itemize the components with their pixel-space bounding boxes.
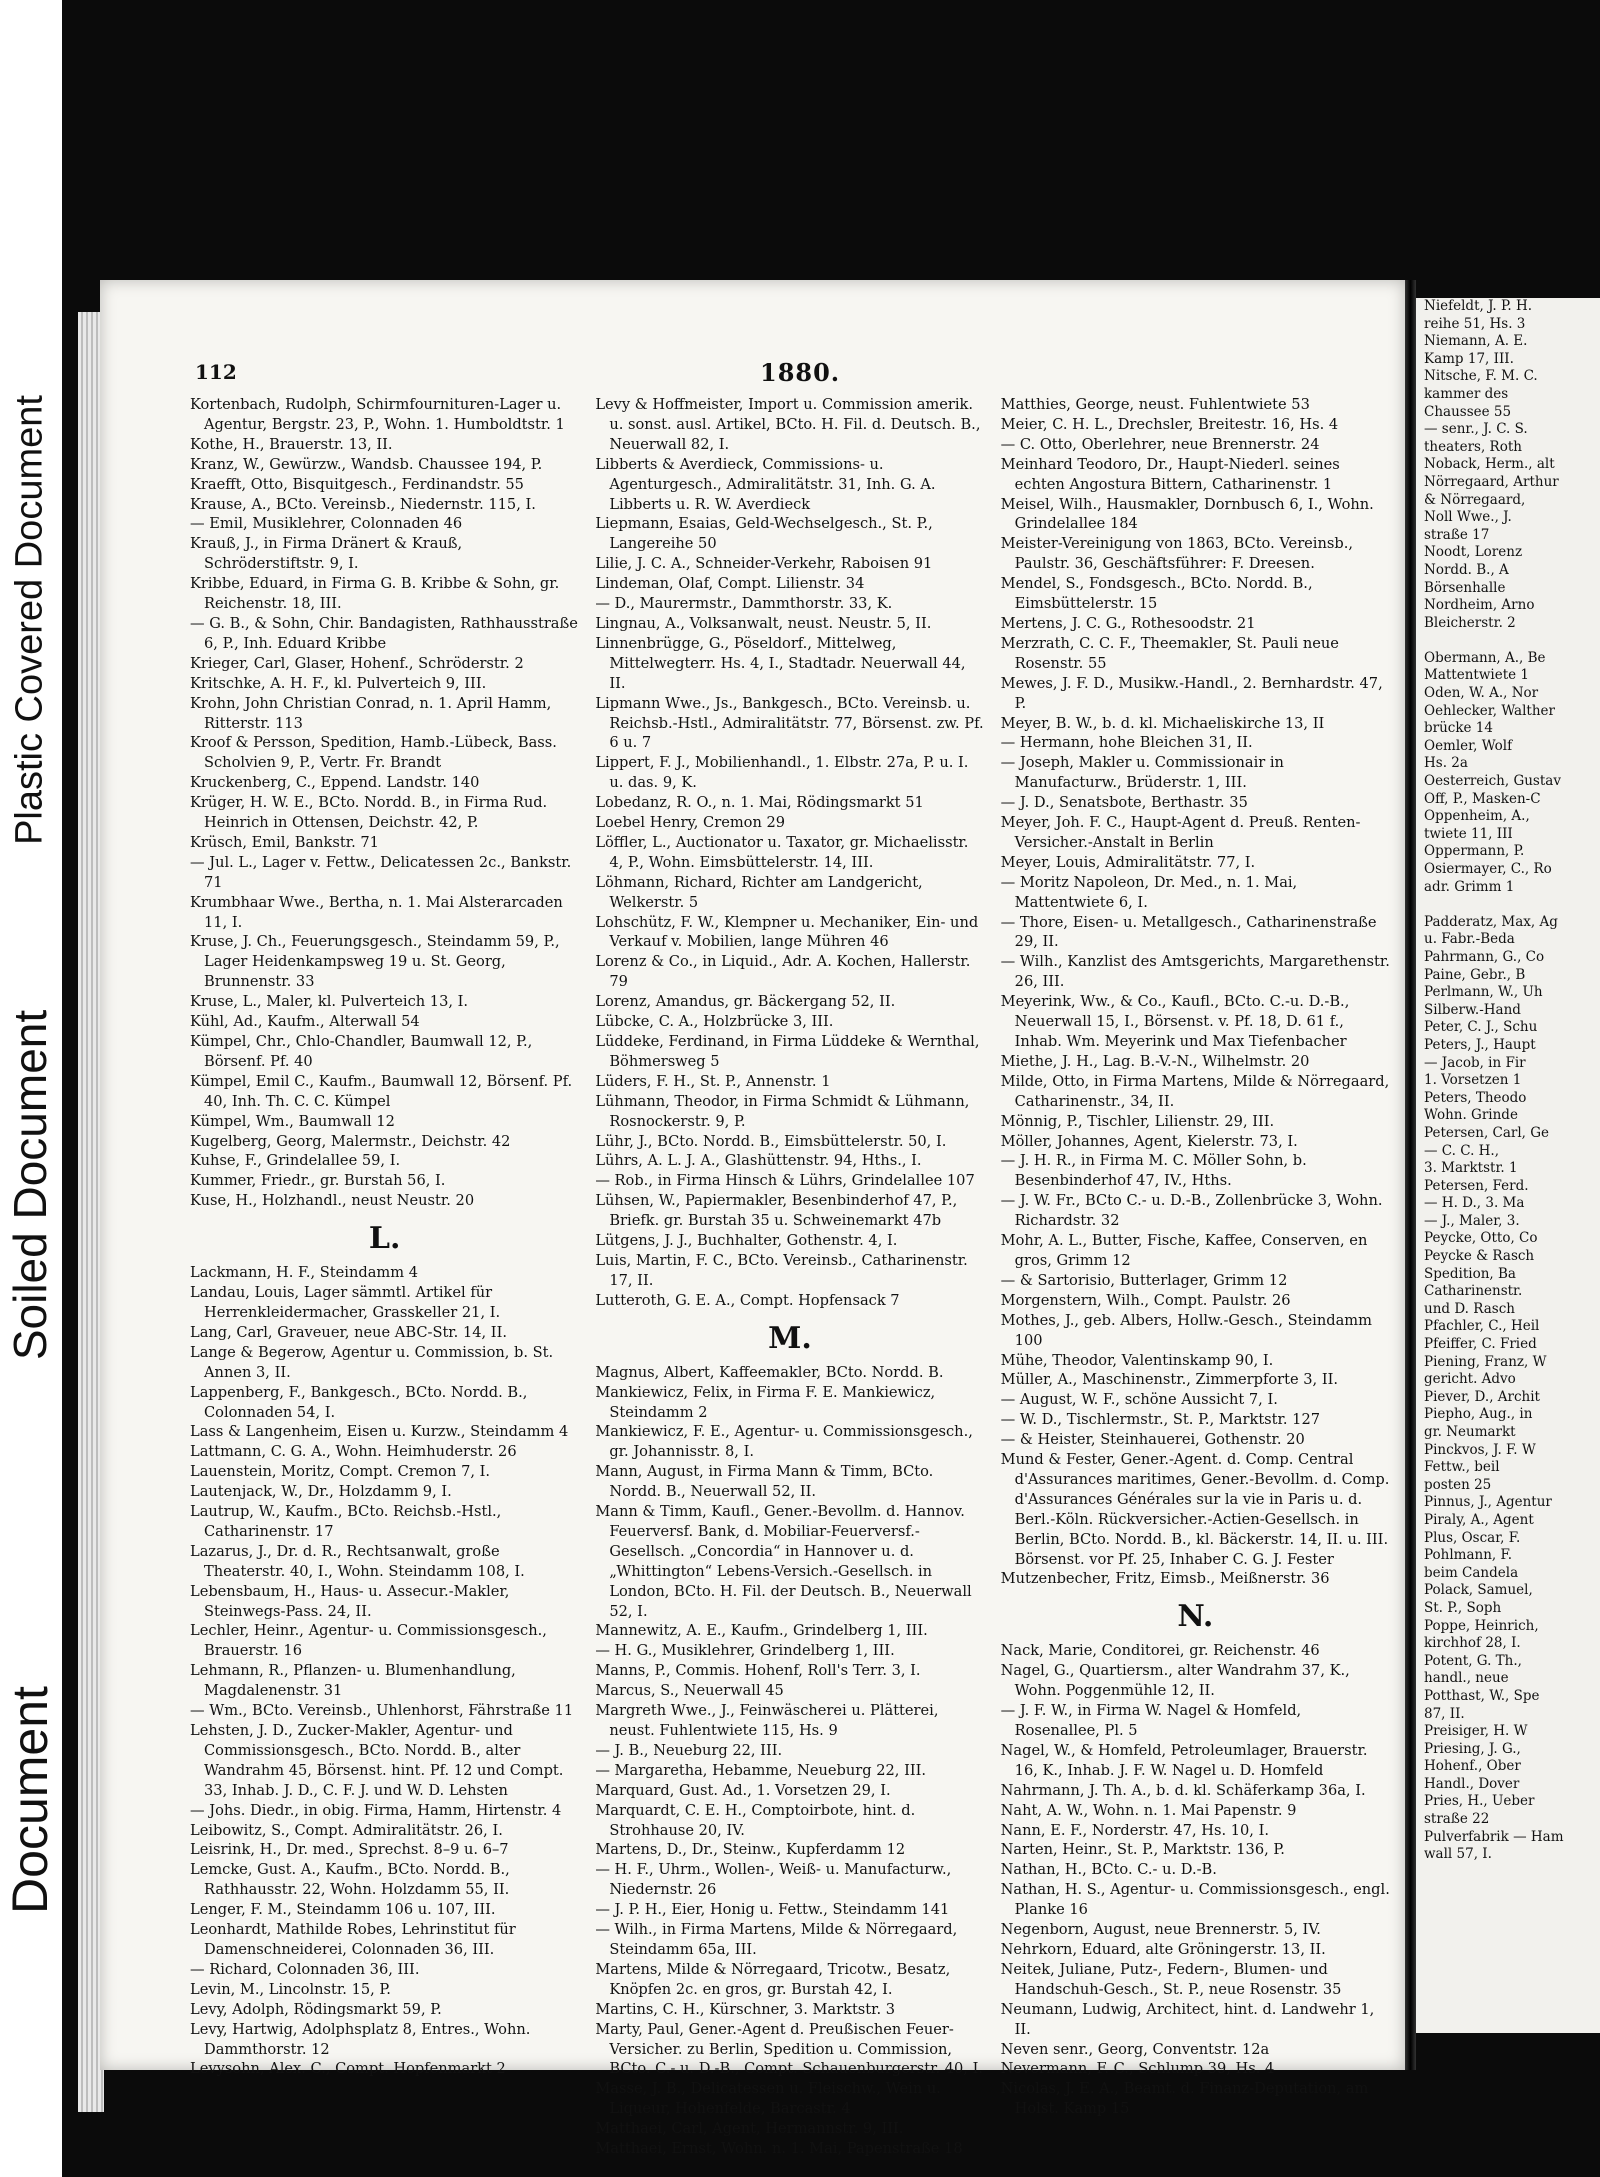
directory-entry: Loebel Henry, Cremon 29	[595, 814, 786, 832]
adjacent-page-entry: Nörregaard, Arthur	[1424, 473, 1559, 490]
directory-entry: — Wilh., Kanzlist des Amtsgerichts, Margarethenstr. 26, III.	[1000, 953, 1390, 991]
directory-entry: Morgenstern, Wilh., Compt. Paulstr. 26	[1000, 1291, 1291, 1309]
directory-entry: Krohn, John Christian Conrad, n. 1. April Hamm, Ritterstr. 113	[190, 694, 552, 732]
adjacent-page-entry: wall 57, I.	[1424, 1846, 1492, 1863]
directory-entry: Nack, Marie, Conditorei, gr. Reichenstr. 46	[1000, 1642, 1320, 1660]
adjacent-page-entry: Fettw., beil	[1424, 1459, 1500, 1476]
adjacent-page-entry: gericht. Advo	[1424, 1371, 1516, 1388]
directory-entry: Kroof & Persson, Spedition, Hamb.-Lübeck, Bass. Scholvien 9, P., Vertr. Fr. Brandt	[190, 734, 557, 772]
directory-entry: Nahrmann, J. Th. A., b. d. kl. Schäferkamp 36a, I.	[1000, 1781, 1366, 1799]
directory-entry: — Jul. L., Lager v. Fettw., Delicatessen 2c., Bankstr. 71	[190, 853, 572, 891]
directory-entry: Neumann, Ludwig, Architect, hint. d. Landwehr 1, II.	[1000, 2000, 1375, 2038]
adjacent-page-entry: beim Candela	[1424, 1564, 1519, 1581]
directory-entry: Lüddeke, Ferdinand, in Firma Lüddeke & Wernthal, Böhmersweg 5	[595, 1033, 980, 1070]
directory-entry: — Wm., BCto. Vereinsb., Uhlenhorst, Fährstraße 11	[190, 1702, 574, 1720]
directory-entry: Lippert, F. J., Mobilienhandl., 1. Elbstr. 27a, P. u. I. u. das. 9, K.	[595, 754, 969, 792]
directory-entry: Kugelberg, Georg, Malermstr., Deichstr. 42	[190, 1132, 511, 1150]
directory-entry: Müller, A., Maschinenstr., Zimmerpforte 3, II.	[1000, 1371, 1338, 1389]
directory-entry: — Moritz Napoleon, Dr. Med., n. 1. Mai, Mattentwiete 6, I.	[1000, 873, 1298, 911]
adjacent-page-entry: straße 22	[1424, 1811, 1490, 1828]
directory-entry: Lilie, J. C. A., Schneider-Verkehr, Raboisen 91	[595, 555, 933, 573]
directory-entry: Lehsten, J. D., Zucker-Makler, Agentur- und Commissionsgesch., BCto. Nordd. B., alter Wandrahm 45, Börsenst. hint. Pf. 12 und Compt. 33, Inhab. J. D., C. F. J. und W. D. Lehsten	[190, 1722, 564, 1799]
directory-entry: Lingnau, A., Volksanwalt, neust. Neustr. 5, II.	[595, 614, 932, 632]
directory-entry: — J. H. R., in Firma M. C. Möller Sohn, b. Besenbinderhof 47, IV., Hths.	[1000, 1152, 1307, 1190]
directory-entry: Kummer, Friedr., gr. Burstah 56, I.	[190, 1172, 446, 1190]
directory-entry: Lackmann, H. F., Steindamm 4	[190, 1264, 419, 1282]
adjacent-page-entry: — Jacob, in Fir	[1424, 1054, 1526, 1071]
directory-entry: Meinhard Teodoro, Dr., Haupt-Niederl. seines echten Angostura Bittern, Catharinenstr. 1	[1000, 455, 1340, 493]
directory-entry: Kümpel, Wm., Baumwall 12	[190, 1112, 395, 1130]
adjacent-page-entry: kirchhof 28, I.	[1424, 1635, 1521, 1652]
directory-entry: Kritschke, A. H. F., kl. Pulverteich 9, III.	[190, 674, 487, 692]
directory-entry: Nagel, G., Quartiersm., alter Wandrahm 37, K., Wohn. Poggenmühle 12, II.	[1000, 1662, 1350, 1700]
adjacent-page-entry: brücke 14	[1424, 720, 1493, 737]
directory-entry: — Richard, Colonnaden 36, III.	[190, 1960, 420, 1978]
adjacent-page-entry: Spedition, Ba	[1424, 1265, 1516, 1282]
directory-entry: Martins, C. H., Kürschner, 3. Marktstr. 3	[595, 2000, 896, 2018]
directory-entry: Nann, E. F., Norderstr. 47, Hs. 10, I.	[1000, 1821, 1269, 1839]
directory-entry: Krüsch, Emil, Bankstr. 71	[190, 833, 379, 851]
directory-entry: Mann, August, in Firma Mann & Timm, BCto. Nordd. B., Neuerwall 52, II.	[595, 1463, 934, 1501]
directory-entry: Leisrink, H., Dr. med., Sprechst. 8–9 u. 6–7	[190, 1841, 509, 1859]
directory-entry: Lattmann, C. G. A., Wohn. Heimhuderstr. 26	[190, 1443, 517, 1461]
side-label-strip	[0, 0, 62, 2177]
adjacent-page-entry: Peter, C. J., Schu	[1424, 1019, 1538, 1036]
directory-entry: Lühsen, W., Papiermakler, Besenbinderhof 47, P., Briefk. gr. Burstah 35 u. Schweinemarkt 47b	[595, 1192, 958, 1230]
adjacent-page-entry: Hohenf., Ober	[1424, 1758, 1521, 1775]
directory-entry: Neven senr., Georg, Conventstr. 12a	[1000, 2040, 1270, 2058]
adjacent-page-entry	[1424, 896, 1600, 914]
directory-entry: Mutzenbecher, Fritz, Eimsb., Meißnerstr. 36	[1000, 1570, 1330, 1588]
directory-entry: Libberts & Averdieck, Commissions- u. Agenturgesch., Admiralitätstr. 31, Inh. G. A. Libberts u. R. W. Averdieck	[595, 455, 936, 513]
adjacent-page-entry: Peycke & Rasch	[1424, 1248, 1535, 1265]
adjacent-page-entry: twiete 11, III	[1424, 825, 1513, 842]
directory-entry: Lobedanz, R. O., n. 1. Mai, Rödingsmarkt 51	[595, 794, 924, 812]
directory-entry: Martens, Milde & Nörregaard, Tricotw., Besatz, Knöpfen 2c. en gros, gr. Burstah 42, I.	[595, 1960, 951, 1998]
adjacent-page-entry: gr. Neumarkt	[1424, 1424, 1516, 1440]
adjacent-page-entry: Silberw.-Hand	[1424, 1001, 1521, 1018]
directory-entry: Lutteroth, G. E. A., Compt. Hopfensack 7	[595, 1291, 900, 1309]
directory-entry: Matthaei, Ernst, Wohn. n. 1. Mai, Papenstraße 18	[595, 2140, 963, 2158]
directory-entry: Lührs, A. L. J. A., Glashüttenstr. 94, Hths., I.	[595, 1152, 922, 1170]
adjacent-page-entry: Oehlecker, Walther	[1424, 702, 1555, 719]
adjacent-page-entry: Osiermayer, C., Ro	[1424, 861, 1552, 877]
directory-entry: — G. B., & Sohn, Chir. Bandagisten, Rathhausstraße 6, P., Inh. Eduard Kribbe	[190, 614, 578, 652]
directory-entry: Meyerink, Ww., & Co., Kaufl., BCto. C.-u. D.-B., Neuerwall 15, I., Börsenst. v. Pf. 18, D. 61 f., Inhab. Wm. Meyerink und Max Tiefenbacher	[1000, 993, 1350, 1050]
directory-entry: Lemcke, Gust. A., Kaufm., BCto. Nordd. B., Rathhausstr. 22, Wohn. Holzdamm 55, II.	[190, 1861, 510, 1899]
adjacent-page-entry: Petersen, Ferd.	[1424, 1177, 1529, 1194]
directory-entry: Lühr, J., BCto. Nordd. B., Eimsbüttelerstr. 50, I.	[595, 1132, 947, 1150]
adjacent-page-entry: Peters, Theodo	[1424, 1089, 1527, 1106]
directory-entry: Margreth Wwe., J., Feinwäscherei u. Plätterei, neust. Fuhlentwiete 115, Hs. 9	[595, 1702, 939, 1739]
adjacent-page-entry: straße 17	[1424, 526, 1490, 543]
adjacent-page-entry: — C. C. H.,	[1424, 1142, 1500, 1159]
directory-entry: Lübcke, C. A., Holzbrücke 3, III.	[595, 1013, 834, 1031]
directory-entry: Lorenz, Amandus, gr. Bäckergang 52, II.	[595, 993, 896, 1011]
directory-entry: Landau, Louis, Lager sämmtl. Artikel für Herrenkleidermacher, Grasskeller 21, I.	[190, 1284, 501, 1321]
directory-entry: Kruse, L., Maler, kl. Pulverteich 13, I.	[190, 993, 469, 1011]
side-label-document: Document	[2, 1686, 58, 1914]
adjacent-page-entry: Hs. 2a	[1424, 755, 1468, 772]
directory-entry: Lang, Carl, Graveuer, neue ABC-Str. 14, II.	[190, 1323, 507, 1341]
directory-entry: Lautrup, W., Kaufm., BCto. Reichsb.-Hstl., Catharinenstr. 17	[190, 1503, 502, 1540]
adjacent-page-entry: Potent, G. Th.,	[1424, 1652, 1522, 1669]
directory-entry: — Emil, Musiklehrer, Colonnaden 46	[190, 515, 463, 533]
directory-entry: — Rob., in Firma Hinsch & Lührs, Grindelallee 107	[595, 1172, 975, 1190]
adjacent-page-entry: Noback, Herm., alt	[1424, 456, 1555, 473]
adjacent-page-entry: Oppenheim, A.,	[1424, 808, 1530, 825]
adjacent-page-entry: u. Fabr.-Beda	[1424, 931, 1515, 948]
directory-entry: Mühe, Theodor, Valentinskamp 90, I.	[1000, 1351, 1274, 1369]
adjacent-page-entry: Potthast, W., Spe	[1424, 1687, 1540, 1704]
directory-entry: Kribbe, Eduard, in Firma G. B. Kribbe & Sohn, gr. Reichenstr. 18, III.	[190, 575, 560, 613]
directory-column-3	[1001, 395, 1390, 2159]
adjacent-page-entry: — senr., J. C. S.	[1424, 421, 1528, 438]
directory-entry: — J. D., Senatsbote, Berthastr. 35	[1000, 794, 1248, 812]
directory-entry: Lange & Begerow, Agentur u. Commission, b. St. Annen 3, II.	[190, 1343, 554, 1381]
directory-entry: Möller, Johannes, Agent, Kielerstr. 73, I.	[1000, 1132, 1298, 1150]
directory-entry: Linnenbrügge, G., Pöseldorf., Mittelweg, Mittelwegterr. Hs. 4, I., Stadtadr. Neuerwall 44, II.	[595, 634, 966, 692]
adjacent-page-entry: reihe 51, Hs. 3	[1424, 315, 1526, 332]
directory-entry: Kühl, Ad., Kaufm., Alterwall 54	[190, 1013, 420, 1031]
adjacent-page-entry: Catharinenstr.	[1424, 1283, 1523, 1300]
directory-entry: Lühmann, Theodor, in Firma Schmidt & Lühmann, Rosnockerstr. 9, P.	[595, 1092, 970, 1130]
directory-entry: Lütgens, J. J., Buchhalter, Gothenstr. 4, I.	[595, 1232, 898, 1250]
adjacent-page-fragment	[1416, 298, 1600, 2033]
adjacent-page-entry: Petersen, Carl, Ge	[1424, 1124, 1550, 1141]
adjacent-page-entry: handl., neue	[1424, 1670, 1509, 1687]
directory-entry: Leibowitz, S., Compt. Admiralitätstr. 26, I.	[190, 1821, 503, 1839]
directory-entry: Löhmann, Richard, Richter am Landgericht, Welkerstr. 5	[595, 873, 923, 911]
directory-entry: Lautenjack, W., Dr., Holzdamm 9, I.	[190, 1483, 452, 1501]
directory-entry: Levy, Hartwig, Adolphsplatz 8, Entres., Wohn. Dammthorstr. 12	[190, 2020, 531, 2058]
directory-entry: Miethe, J. H., Lag. B.-V.-N., Wilhelmstr. 20	[1000, 1052, 1310, 1070]
directory-entry: Mannewitz, A. E., Kaufm., Grindelberg 1, III.	[595, 1622, 928, 1640]
adjacent-page-entry: Padderatz, Max, Ag	[1424, 913, 1558, 930]
directory-entry: Martens, D., Dr., Steinw., Kupferdamm 12	[595, 1841, 906, 1859]
directory-entry: Levin, M., Lincolnstr. 15, P.	[190, 1980, 391, 1998]
directory-entry: Levy & Hoffmeister, Import u. Commission amerik. u. sonst. ausl. Artikel, BCto. H. Fil. d. Deutsch. B., Neuerwall 82, I.	[595, 396, 981, 453]
directory-entry: — J. B., Neueburg 22, III.	[595, 1741, 783, 1759]
directory-entry: Mohr, A. L., Butter, Fische, Kaffee, Conserven, en gros, Grimm 12	[1000, 1232, 1368, 1269]
directory-entry: Neitek, Juliane, Putz-, Federn-, Blumen- und Handschuh-Gesch., St. P., neue Rosenstr. 35	[1000, 1960, 1342, 1998]
adjacent-page-entry: Priesing, J. G.,	[1424, 1740, 1521, 1757]
directory-entry: Milde, Otto, in Firma Martens, Milde & Nörregaard, Catharinenstr., 34, II.	[1000, 1072, 1390, 1110]
directory-entry: — D., Maurermstr., Dammthorstr. 33, K.	[595, 595, 893, 613]
directory-entry: Lebensbaum, H., Haus- u. Assecur.-Makler, Steinwegs-Pass. 24, II.	[190, 1582, 510, 1620]
directory-entry: Nagel, W., & Homfeld, Petroleumlager, Brauerstr. 16, K., Inhab. J. F. W. Nagel u. D. Homfeld	[1000, 1741, 1368, 1779]
adjacent-page-entry: 1. Vorsetzen 1	[1424, 1072, 1522, 1089]
directory-entry: — H. G., Musiklehrer, Grindelberg 1, III.	[595, 1642, 895, 1660]
directory-entry: — J. W. Fr., BCto C.- u. D.-B., Zollenbrücke 3, Wohn. Richardstr. 32	[1000, 1192, 1383, 1230]
adjacent-page-entry: Obermann, A., Be	[1424, 649, 1546, 666]
directory-entry: Meister-Vereinigung von 1863, BCto. Vereinsb., Paulstr. 36, Geschäftsführer: F. Dreesen.	[1000, 535, 1353, 573]
directory-entry: Marty, Paul, Gener.-Agent d. Preußischen Feuer-Versicher. zu Berlin, Spedition u. Commission, BCto. C.- u. D.-B., Compt. Schauenburgerstr. 40, I.	[595, 2020, 983, 2078]
directory-entry: Nehrkorn, Eduard, alte Gröningerstr. 13, II.	[1000, 1940, 1326, 1958]
book-gutter	[1405, 280, 1416, 2070]
directory-entry: — Thore, Eisen- u. Metallgesch., Catharinenstraße 29, II.	[1000, 913, 1377, 951]
adjacent-page-entry: Nordd. B., A	[1424, 561, 1509, 578]
section-letter-heading: M.	[768, 1320, 812, 1356]
directory-entry: Lüders, F. H., St. P., Annenstr. 1	[595, 1072, 831, 1090]
directory-entry: Lass & Langenheim, Eisen u. Kurzw., Steindamm 4	[190, 1423, 569, 1441]
adjacent-page-entry: Peters, J., Haupt	[1424, 1036, 1536, 1053]
directory-entry: Merzrath, C. C. F., Theemakler, St. Pauli neue Rosenstr. 55	[1000, 634, 1339, 672]
adjacent-page-entry: Piening, Franz, W	[1424, 1353, 1547, 1370]
section-letter-heading: L.	[368, 1221, 401, 1257]
directory-entry: Mankiewicz, Felix, in Firma F. E. Mankiewicz, Steindamm 2	[595, 1383, 936, 1421]
directory-entry: Naht, A. W., Wohn. n. 1. Mai Papenstr. 9	[1000, 1801, 1297, 1819]
adjacent-page-entry: Niemann, A. E.	[1424, 333, 1528, 350]
adjacent-page-entry: Pries, H., Ueber	[1424, 1793, 1535, 1810]
adjacent-page-entry: Nordheim, Arno	[1424, 597, 1535, 614]
directory-entry: Lehmann, R., Pflanzen- u. Blumenhandlung, Magdalenenstr. 31	[190, 1662, 516, 1700]
adjacent-page-entry: Polack, Samuel,	[1424, 1582, 1533, 1599]
adjacent-page-entry: Piever, D., Archit	[1424, 1388, 1540, 1405]
directory-entry: — & Heister, Steinhauerei, Gothenstr. 20	[1000, 1431, 1305, 1449]
adjacent-page-entry: Pfachler, C., Heil	[1424, 1318, 1540, 1335]
adjacent-page-entry: St. P., Soph	[1424, 1599, 1502, 1616]
directory-entry: Nathan, H., BCto. C.- u. D.-B.	[1000, 1861, 1217, 1879]
directory-entry: Nathan, H. S., Agentur- u. Commissionsgesch., engl. Planke 16	[1000, 1881, 1390, 1919]
page-number: 112	[195, 360, 237, 384]
directory-entry: Manns, P., Commis. Hohenf, Roll's Terr. 3, I.	[595, 1662, 921, 1680]
adjacent-page-entry: Kamp 17, III.	[1424, 350, 1514, 367]
directory-entry: — J. P. H., Eier, Honig u. Fettw., Steindamm 141	[595, 1901, 950, 1919]
adjacent-page-entry: Oemler, Wolf	[1424, 737, 1513, 754]
directory-entry: Lazarus, J., Dr. d. R., Rechtsanwalt, große Theaterstr. 40, I., Wohn. Steindamm 108, I.	[190, 1542, 525, 1580]
directory-entry: Mendel, S., Fondsgesch., BCto. Nordd. B., Eimsbüttelerstr. 15	[1000, 575, 1313, 613]
directory-entry: Leonhardt, Mathilde Robes, Lehrinstitut für Damenschneiderei, Colonnaden 36, III.	[190, 1921, 516, 1958]
adjacent-page-entry: Wohn. Grinde	[1424, 1107, 1518, 1124]
directory-entry: Lappenberg, F., Bankgesch., BCto. Nordd. B., Colonnaden 54, I.	[190, 1383, 528, 1421]
directory-entry: Kortenbach, Rudolph, Schirmfournituren-Lager u. Agentur, Bergstr. 23, P., Wohn. 1. Humboldtstr. 1	[190, 396, 565, 433]
adjacent-page-entry: Pahrmann, G., Co	[1424, 948, 1545, 965]
directory-column-1	[190, 395, 579, 2159]
directory-entry: Narten, Heinr., St. P., Marktstr. 136, P.	[1000, 1841, 1285, 1859]
directory-entry: Kümpel, Emil C., Kaufm., Baumwall 12, Börsenf. Pf. 40, Inh. Th. C. C. Kümpel	[190, 1072, 573, 1110]
adjacent-page-entry: Piepho, Aug., in	[1424, 1406, 1533, 1423]
adjacent-page-entry: theaters, Roth	[1424, 438, 1522, 455]
directory-entry: Kruse, J. Ch., Feuerungsgesch., Steindamm 59, P., Lager Heidenkampsweg 19 u. St. Georg, Brunnenstr. 33	[190, 933, 560, 991]
directory-entry: Nevermann, F. C., Schlump 39, Hs. 4	[1000, 2060, 1275, 2078]
directory-entry: Lorenz & Co., in Liquid., Adr. A. Kochen, Hallerstr. 79	[595, 953, 971, 991]
adjacent-page-entry: Pinnus, J., Agentur	[1424, 1494, 1552, 1511]
adjacent-page-entry: Chaussee 55	[1424, 403, 1512, 420]
adjacent-page-entry: Plus, Oscar, F.	[1424, 1529, 1521, 1546]
adjacent-page-entry: Oden, W. A., Nor	[1424, 685, 1539, 702]
directory-entry: Löffler, L., Auctionator u. Taxator, gr. Michaelisstr. 4, P., Wohn. Eimsbüttelerstr. 14, III.	[595, 833, 969, 871]
directory-entry: Negenborn, August, neue Brennerstr. 5, IV.	[1000, 1921, 1321, 1939]
adjacent-page-entry	[1424, 632, 1600, 650]
directory-entry: Kranz, W., Gewürzw., Wandsb. Chaussee 194, P.	[190, 455, 543, 473]
adjacent-page-entry: Pulverfabrik — Ham	[1424, 1828, 1564, 1845]
adjacent-page-entry: — J., Maler, 3.	[1424, 1212, 1520, 1229]
adjacent-page-entry: 3. Marktstr. 1	[1424, 1160, 1518, 1177]
directory-entry: Luis, Martin, F. C., BCto. Vereinsb., Catharinenstr. 17, II.	[595, 1251, 968, 1289]
directory-entry: Meyer, Louis, Admiralitätstr. 77, I.	[1000, 853, 1256, 871]
adjacent-page-entry: adr. Grimm 1	[1424, 878, 1515, 895]
directory-entry: Krumbhaar Wwe., Bertha, n. 1. Mai Alsterarcaden 11, I.	[190, 893, 563, 931]
directory-entry: Kümpel, Chr., Chlo-Chandler, Baumwall 12, P., Börsenf. Pf. 40	[190, 1033, 533, 1070]
adjacent-page-entry: — H. D., 3. Ma	[1424, 1195, 1525, 1212]
directory-entry: Krauß, J., in Firma Dränert & Krauß, Schröderstiftstr. 9, I.	[190, 535, 463, 573]
adjacent-page-entry: Piraly, A., Agent	[1424, 1511, 1534, 1528]
directory-entry: Lindeman, Olaf, Compt. Lilienstr. 34	[595, 575, 865, 593]
adjacent-page-entry: Poppe, Heinrich,	[1424, 1617, 1539, 1634]
adjacent-page-entry: Pinckvos, J. F. W	[1424, 1441, 1536, 1458]
directory-entry: Mund & Fester, Gener.-Agent. d. Comp. Central d'Assurances maritimes, Gener.-Bevollm. d. Comp. d'Assurances Générales sur la vie in Paris u. d. Berl.-Köln. Rückversicher.-Actien-Gesellsch. in Berlin, BCto. Nordd. B., kl. Bäckerstr. 14, II. u. III. Börsenst. vor Pf. 25, Inhaber C. G. J. Fester	[1000, 1451, 1390, 1568]
adjacent-page-entry: 87, II.	[1424, 1705, 1465, 1722]
directory-entry: — Margaretha, Hebamme, Neueburg 22, III.	[595, 1761, 926, 1779]
directory-entry: Lenger, F. M., Steindamm 106 u. 107, III.	[190, 1901, 496, 1919]
adjacent-page-entry: Börsenhalle	[1424, 579, 1506, 596]
directory-entry: Matthaei, Carl, Agent, Hermannstr. 9, III.	[595, 2120, 904, 2138]
adjacent-page-entry: Nitsche, F. M. C.	[1424, 368, 1538, 385]
directory-entry: Kothe, H., Brauerstr. 13, II.	[190, 435, 393, 453]
directory-entry: Meyer, Joh. F. C., Haupt-Agent d. Preuß. Renten-Versicher.-Anstalt in Berlin	[1000, 814, 1361, 851]
directory-entry: Marquard, Gust. Ad., 1. Vorsetzen 29, I.	[595, 1781, 891, 1799]
adjacent-page-entry: Peycke, Otto, Co	[1424, 1230, 1538, 1247]
directory-entry: Kruckenberg, C., Eppend. Landstr. 140	[190, 774, 480, 792]
directory-entry: Meisel, Wilh., Hausmakler, Dornbusch 6, I., Wohn. Grindelallee 184	[1000, 495, 1374, 533]
adjacent-page-entry: Handl., Dover	[1424, 1775, 1520, 1792]
directory-entry: Lechler, Heinr., Agentur- u. Commissionsgesch., Brauerstr. 16	[190, 1622, 547, 1660]
directory-entry: — H. F., Uhrm., Wollen-, Weiß- u. Manufacturw., Niedernstr. 26	[595, 1861, 952, 1899]
directory-entry: — & Sartorisio, Butterlager, Grimm 12	[1000, 1271, 1288, 1289]
directory-entry: Matthies, George, neust. Fuhlentwiete 53	[1000, 396, 1310, 413]
directory-entry: Lohschütz, F. W., Klempner u. Mechaniker, Ein- und Verkauf v. Mobilien, lange Mühren 46	[595, 913, 979, 951]
adjacent-page-entry: Pohlmann, F.	[1424, 1547, 1513, 1564]
page-year-heading: 1880.	[760, 358, 841, 387]
adjacent-page-entry: Pfeiffer, C. Fried	[1424, 1336, 1537, 1353]
directory-entry: — Wilh., in Firma Martens, Milde & Nörregaard, Steindamm 65a, III.	[595, 1921, 958, 1958]
adjacent-page-entry: Preisiger, H. W	[1424, 1723, 1528, 1740]
directory-entry: Masse, J. B., Delicatessen u. Fleischw., Wein u. Liqueur, Hohenfelde, Barcastr. 4	[595, 2080, 941, 2118]
directory-entry: Kuhse, F., Grindelallee 59, I.	[190, 1152, 401, 1170]
directory-entry: Levy, Adolph, Rödingsmarkt 59, P.	[190, 2000, 442, 2018]
directory-entry: Nicolas, J. E. A., Beamt. d. Finanz-Deputation, am Holst. Kamp 15	[1000, 2080, 1369, 2118]
directory-entry: Lipmann Wwe., Js., Bankgesch., BCto. Vereinsb. u. Reichsb.-Hstl., Admiralitätstr. 77, Börsenst. zw. Pf. 6 u. 7	[595, 694, 984, 752]
adjacent-page-entry: Off, P., Masken-C	[1424, 790, 1541, 807]
adjacent-page-entry: kammer des	[1424, 385, 1509, 402]
directory-entry: Kuse, H., Holzhandl., neust Neustr. 20	[190, 1192, 475, 1210]
directory-entry: Krieger, Carl, Glaser, Hohenf., Schröderstr. 2	[190, 654, 524, 672]
directory-entry: — Johs. Diedr., in obig. Firma, Hamm, Hirtenstr. 4	[190, 1801, 562, 1819]
directory-entry: Lauenstein, Moritz, Compt. Cremon 7, I.	[190, 1463, 491, 1481]
directory-entry: — Hermann, hohe Bleichen 31, II.	[1000, 734, 1253, 752]
directory-entry: Krause, A., BCto. Vereinsb., Niedernstr. 115, I.	[190, 495, 536, 513]
directory-entry: — August, W. F., schöne Aussicht 7, I.	[1000, 1391, 1278, 1409]
adjacent-page-entry: Noll Wwe., J.	[1424, 509, 1512, 526]
directory-column-2	[595, 395, 984, 2159]
directory-entry: Liepmann, Esaias, Geld-Wechselgesch., St. P., Langereihe 50	[595, 515, 933, 553]
directory-entry: Kraefft, Otto, Bisquitgesch., Ferdinandstr. 55	[190, 475, 524, 493]
directory-entry: Mönnig, P., Tischler, Lilienstr. 29, III.	[1000, 1112, 1275, 1130]
adjacent-page-entry: Oesterreich, Gustav	[1424, 773, 1561, 790]
directory-entry: Mothes, J., geb. Albers, Hollw.-Gesch., Steindamm 100	[1000, 1311, 1372, 1349]
directory-entry: — W. D., Tischlermstr., St. P., Marktstr. 127	[1000, 1411, 1321, 1429]
adjacent-page-entry: Paine, Gebr., B	[1424, 966, 1526, 983]
directory-entry: Meier, C. H. L., Drechsler, Breitestr. 16, Hs. 4	[1000, 415, 1339, 433]
directory-entry: Krüger, H. W. E., BCto. Nordd. B., in Firma Rud. Heinrich in Ottensen, Deichstr. 42, P.	[190, 794, 548, 832]
directory-entry: Mertens, J. C. G., Rothesoodstr. 21	[1000, 614, 1256, 632]
directory-entry: — C. Otto, Oberlehrer, neue Brennerstr. 24	[1000, 435, 1320, 453]
directory-entry: Marquardt, C. E. H., Comptoirbote, hint. d. Strohhause 20, IV.	[595, 1801, 916, 1839]
section-letter-heading: N.	[1177, 1599, 1214, 1635]
directory-columns	[190, 395, 1390, 2159]
adjacent-page-entry: und D. Rasch	[1424, 1300, 1515, 1317]
directory-entry: — J. F. W., in Firma W. Nagel & Homfeld, Rosenallee, Pl. 5	[1000, 1702, 1302, 1739]
adjacent-page-entry: Oppermann, P.	[1424, 843, 1525, 860]
directory-entry: — Joseph, Makler u. Commissionair in Manufacturw., Brüderstr. 1, III.	[1000, 754, 1284, 792]
directory-entry: Meyer, B. W., b. d. kl. Michaeliskirche 13, II	[1000, 714, 1325, 732]
adjacent-page-entry: Niefeldt, J. P. H.	[1424, 298, 1533, 314]
directory-entry: Levysohn, Alex. C., Compt. Hopfenmarkt 2	[190, 2060, 506, 2078]
side-label-plastic-covered: Plastic Covered Document	[8, 395, 51, 845]
adjacent-page-entry: & Nörregaard,	[1424, 491, 1526, 508]
directory-entry: Mann & Timm, Kaufl., Gener.-Bevollm. d. Hannov. Feuerversf. Bank, d. Mobiliar-Feuerversf.-Gesellsch. „Concordia“ in Hannover u. d. „Whittington“ Lebens-Versich.-Gesellsch. in London, BCto. H. Fil. der Deutsch. B., Neuerwall 52, I.	[595, 1503, 972, 1620]
directory-entry: Marcus, S., Neuerwall 45	[595, 1682, 784, 1700]
adjacent-page-entry: posten 25	[1424, 1476, 1492, 1493]
directory-page	[100, 280, 1405, 2158]
adjacent-page-entry: Mattentwiete 1	[1424, 667, 1529, 684]
adjacent-page-entry: Bleicherstr. 2	[1424, 614, 1516, 631]
side-label-soiled: Soiled Document	[4, 1009, 56, 1361]
adjacent-page-entry: Perlmann, W., Uh	[1424, 984, 1543, 1001]
directory-entry: Mewes, J. F. D., Musikw.-Handl., 2. Bernhardstr. 47, P.	[1000, 674, 1383, 712]
directory-entry: Mankiewicz, F. E., Agentur- u. Commissionsgesch., gr. Johannisstr. 8, I.	[595, 1423, 973, 1461]
adjacent-page-entry: Noodt, Lorenz	[1424, 544, 1523, 561]
directory-entry: Magnus, Albert, Kaffeemakler, BCto. Nordd. B.	[595, 1363, 944, 1381]
